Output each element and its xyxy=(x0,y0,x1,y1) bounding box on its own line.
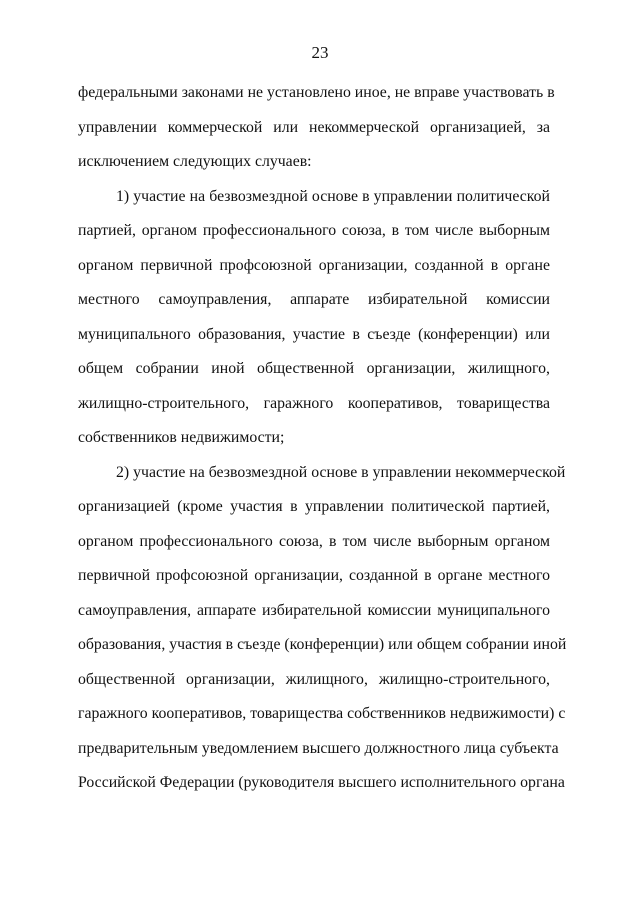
text-line: органом профессионального союза, в том числе выборным органом xyxy=(78,532,550,550)
text-line: образования, участия в съезде (конференции) или общем собрании иной xyxy=(78,636,567,653)
text-line: управлении коммерческой или некоммерческой организацией, за xyxy=(78,118,550,136)
text-line: местного самоуправления, аппарате избирательной комиссии xyxy=(78,291,550,308)
text-line: гаражного кооперативов, товарищества собственников недвижимости) с xyxy=(78,705,566,722)
text-line: общем собрании иной общественной организации, жилищного, xyxy=(78,360,550,377)
text-line: федеральными законами не установлено иное, не вправе участвовать в xyxy=(78,84,555,101)
text-line: собственников недвижимости; xyxy=(78,429,285,446)
text-line: 2) участие на безвозмездной основе в управлении некоммерческой xyxy=(116,463,566,481)
text-line: Российской Федерации (руководителя высшего исполнительного органа xyxy=(78,774,565,791)
text-line: предварительным уведомлением высшего должностного лица субъекта xyxy=(78,739,559,757)
text-line: партией, органом профессионального союза, в том числе выборным xyxy=(78,222,550,239)
text-line: исключением следующих случаев: xyxy=(78,153,312,170)
text-line: общественной организации, жилищного, жилищно-строительного, xyxy=(78,670,550,688)
text-line: первичной профсоюзной организации, созданной в органе местного xyxy=(78,567,550,584)
text-line: органом первичной профсоюзной организации, созданной в органе xyxy=(78,256,550,274)
text-line: самоуправления, аппарате избирательной комиссии муниципального xyxy=(78,601,550,619)
text-line: 1) участие на безвозмездной основе в управлении политической xyxy=(116,187,550,205)
text-line: муниципального образования, участие в съезде (конференции) или xyxy=(78,325,550,343)
page-number: 23 xyxy=(311,43,329,62)
text-line: организацией (кроме участия в управлении политической партией, xyxy=(78,498,550,515)
document-body xyxy=(78,76,567,801)
text-line: жилищно-строительного, гаражного кооперативов, товарищества xyxy=(78,394,550,412)
